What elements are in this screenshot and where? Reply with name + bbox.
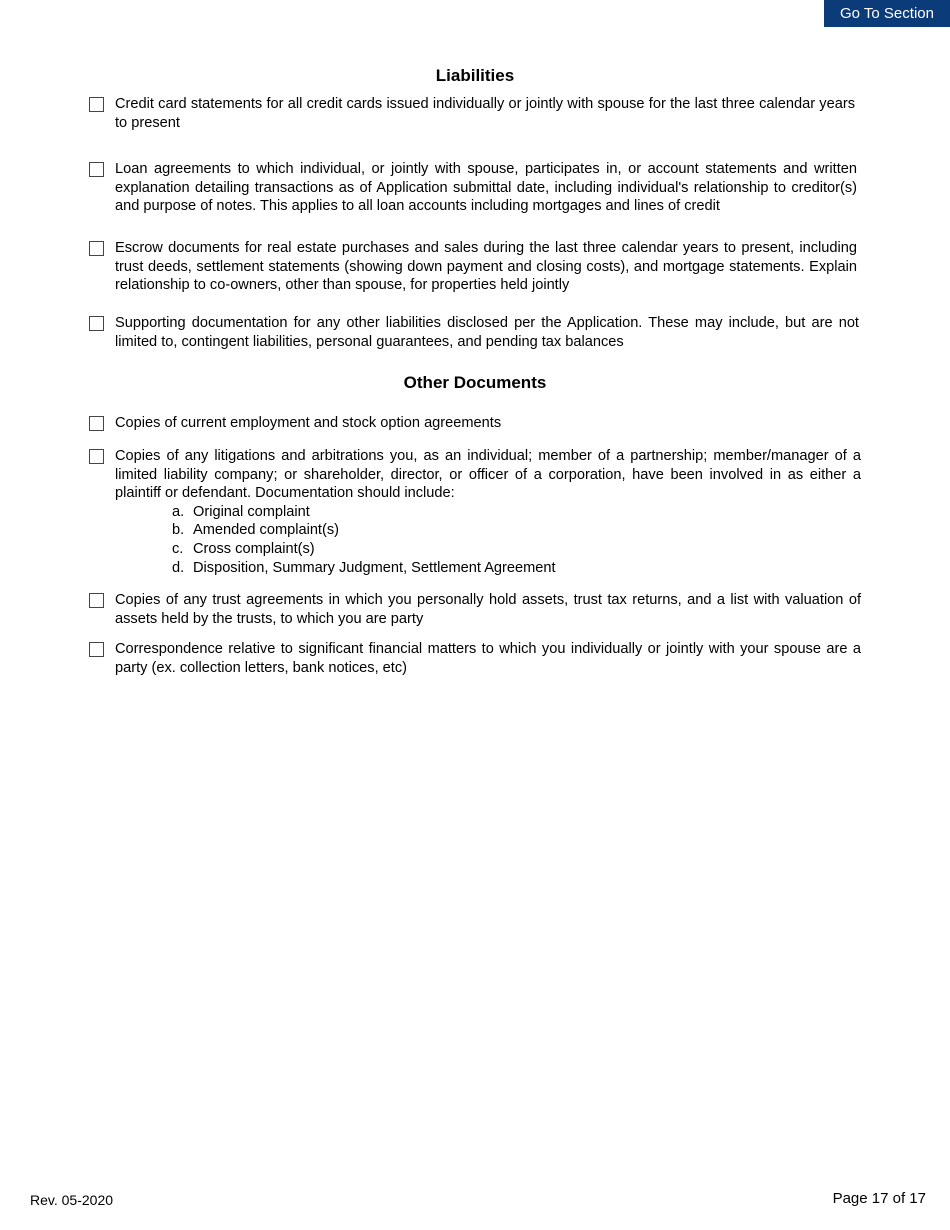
sublist-item xyxy=(172,559,861,578)
checklist-item-escrow-documents xyxy=(89,239,857,295)
sublist-text: Original complaint xyxy=(193,503,310,520)
checklist-item-correspondence xyxy=(89,640,861,677)
checkbox[interactable] xyxy=(89,241,104,256)
item-text: Copies of any trust agreements in which you personally hold assets, trust tax returns, and a list with valuation of assets held by the trusts, to which you are party xyxy=(115,592,861,627)
sublist-text: Disposition, Summary Judgment, Settlement Agreement xyxy=(193,559,556,576)
sublist-text: Cross complaint(s) xyxy=(193,540,315,557)
sublist-letter: d. xyxy=(172,559,185,576)
litigations-text: Copies of any litigations and arbitrations you, as an individual; member of a partnership; member/manager of a limited liability company; or shareholder, director, or officer of a corporation, have been involved in as either a plaintiff or defendant. Documentation should include: xyxy=(115,448,861,502)
item-text: Loan agreements to which individual, or jointly with spouse, participates in, or account statements and written explanation detailing transactions as of Application submittal date, including individual's relationship to creditor(s) and purpose of notes. This applies to all loan accounts including mortgages and lines of credit xyxy=(115,161,857,215)
sublist-letter: a. xyxy=(172,503,185,520)
checkbox[interactable] xyxy=(89,416,104,431)
sublist-text: Amended complaint(s) xyxy=(193,522,340,539)
other-documents-heading: Other Documents xyxy=(403,373,547,392)
sublist-letter: b. xyxy=(172,522,185,539)
revision-label: Rev. 05-2020 xyxy=(30,1192,114,1208)
checklist-item-loan-agreements xyxy=(89,160,857,216)
go-to-section-button[interactable]: Go To Section xyxy=(824,0,950,27)
checkbox[interactable] xyxy=(89,97,104,112)
checklist-item-trust-agreements xyxy=(89,591,861,628)
checkbox[interactable] xyxy=(89,449,104,464)
item-text xyxy=(115,447,861,577)
item-text: Correspondence relative to significant financial matters to which you individually or jointly with your spouse are a party (ex. collection letters, bank notices, etc) xyxy=(115,641,861,676)
item-text: Copies of current employment and stock option agreements xyxy=(115,415,502,431)
checkbox[interactable] xyxy=(89,642,104,657)
liabilities-heading: Liabilities xyxy=(435,66,515,85)
checklist-item-supporting-documentation xyxy=(89,314,859,351)
checkbox[interactable] xyxy=(89,316,104,331)
checkbox[interactable] xyxy=(89,593,104,608)
sublist-item xyxy=(172,540,861,559)
checklist-item-litigations xyxy=(89,447,861,577)
documentation-sublist xyxy=(115,503,861,577)
sublist-item xyxy=(172,503,861,522)
checklist-item-employment-agreements xyxy=(89,414,861,433)
item-text: Escrow documents for real estate purchases and sales during the last three calendar years to present, including trust deeds, settlement statements (showing down payment and closing costs), and mortgage statements. Explain relationship to co-owners, other than spouse, for properties held jointly xyxy=(115,240,857,294)
checkbox[interactable] xyxy=(89,162,104,177)
sublist-item xyxy=(172,521,861,540)
page-number: Page 17 of 17 xyxy=(832,1190,926,1207)
checklist-item-credit-card-statements xyxy=(89,95,855,132)
item-text: Supporting documentation for any other liabilities disclosed per the Application. These may include, but are not limited to, contingent liabilities, personal guarantees, and pending tax balances xyxy=(115,315,859,350)
item-text: Credit card statements for all credit cards issued individually or jointly with spouse for the last three calendar years to present xyxy=(115,96,855,131)
sublist-letter: c. xyxy=(172,540,184,557)
